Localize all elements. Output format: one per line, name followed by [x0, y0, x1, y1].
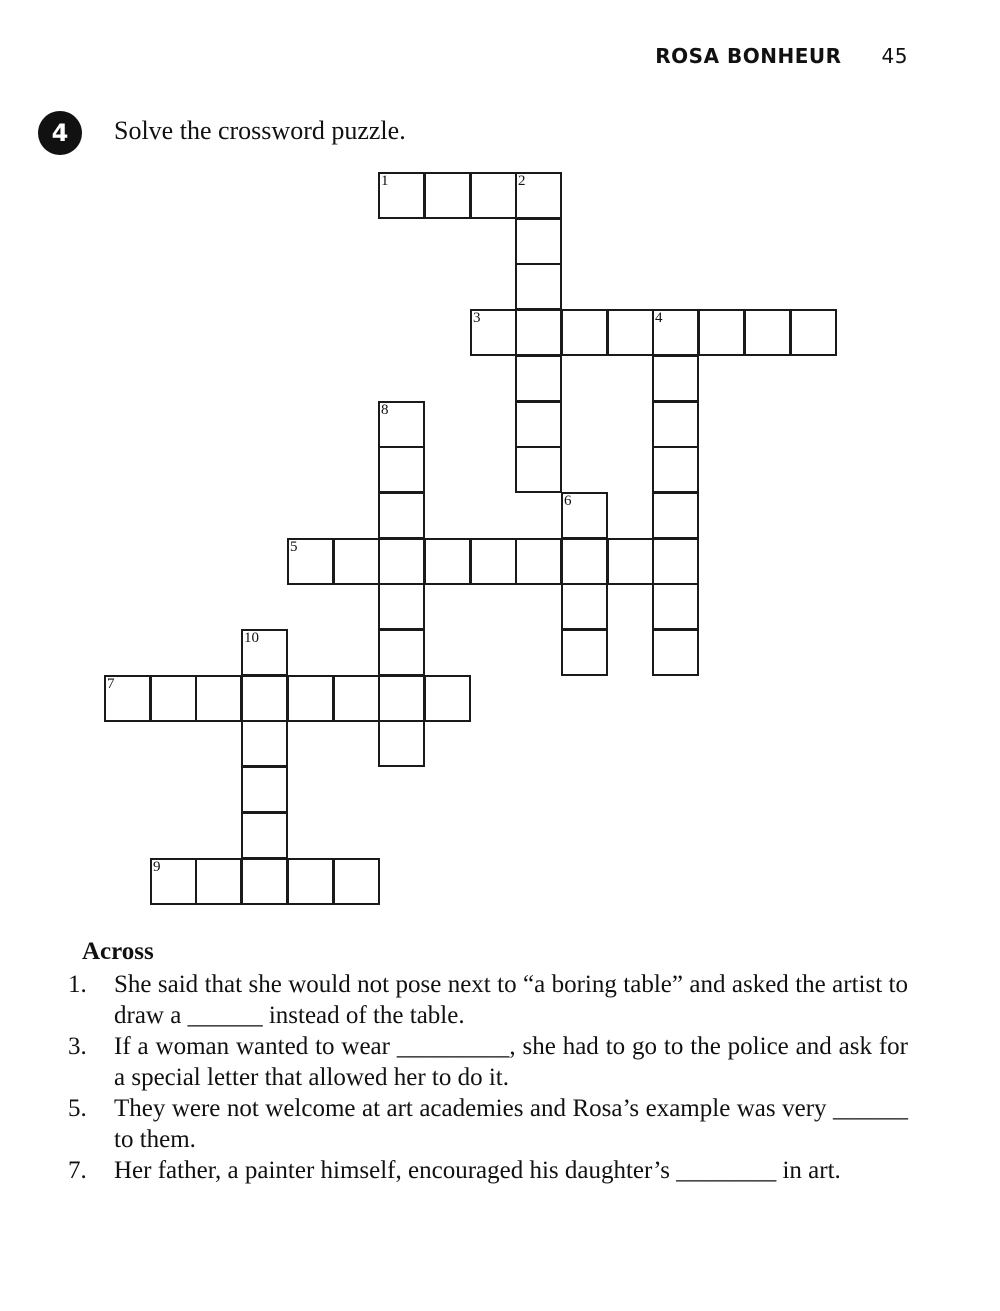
clue-number-label: 8: [381, 402, 389, 418]
clue-number-label: 1: [381, 173, 389, 189]
crossword-cell[interactable]: [333, 675, 380, 722]
across-heading: Across: [82, 938, 154, 965]
crossword-cell[interactable]: [515, 401, 562, 448]
crossword-cell[interactable]: [378, 538, 425, 585]
clue-text: They were not welcome at art academies and Rosa’s example was very ______ to them.: [114, 1095, 908, 1153]
crossword-cell[interactable]: [287, 858, 334, 905]
clue-number: 1.: [68, 971, 87, 998]
crossword-cell[interactable]: [241, 675, 288, 722]
crossword-cell[interactable]: [652, 492, 699, 539]
clue-number-label: 10: [244, 630, 259, 646]
exercise-instruction: Solve the crossword puzzle.: [114, 116, 406, 145]
crossword-cell[interactable]: [652, 401, 699, 448]
crossword-cell[interactable]: [790, 309, 837, 356]
crossword-cell[interactable]: [652, 446, 699, 493]
crossword-cell[interactable]: [470, 172, 517, 219]
crossword-cell[interactable]: [241, 858, 288, 905]
crossword-cell[interactable]: [652, 309, 699, 356]
crossword-cell[interactable]: [150, 858, 197, 905]
crossword-cell[interactable]: [561, 492, 608, 539]
clue-text: Her father, a painter himself, encouraged his daughter’s ________ in art.: [114, 1157, 841, 1184]
crossword-cell[interactable]: [515, 309, 562, 356]
crossword-cell[interactable]: [744, 309, 791, 356]
crossword-cell[interactable]: [241, 812, 288, 859]
clue-number-label: 2: [518, 173, 526, 189]
clue-item: [68, 1155, 908, 1186]
crossword-cell[interactable]: [287, 538, 334, 585]
crossword-cell[interactable]: [652, 629, 699, 676]
exercise-number-badge: 4: [38, 111, 82, 155]
clue-number: 7.: [68, 1157, 87, 1184]
clue-item: [68, 1031, 908, 1093]
crossword-cell[interactable]: [515, 446, 562, 493]
crossword-cell[interactable]: [378, 172, 425, 219]
crossword-cell[interactable]: [378, 583, 425, 630]
crossword-cell[interactable]: [515, 172, 562, 219]
crossword-cell[interactable]: [424, 675, 471, 722]
crossword-cell[interactable]: [104, 675, 151, 722]
crossword-cell[interactable]: [378, 720, 425, 767]
crossword-cell[interactable]: [241, 720, 288, 767]
crossword-cell[interactable]: [241, 629, 288, 676]
crossword-cell[interactable]: [333, 538, 380, 585]
crossword-cell[interactable]: [561, 309, 608, 356]
crossword-cell[interactable]: [378, 401, 425, 448]
clue-item: [68, 1093, 908, 1155]
crossword-cell[interactable]: [515, 538, 562, 585]
crossword-cell[interactable]: [287, 675, 334, 722]
crossword-cell[interactable]: [150, 675, 197, 722]
crossword-cell[interactable]: [195, 858, 242, 905]
crossword-cell[interactable]: [561, 629, 608, 676]
crossword-cell[interactable]: [515, 355, 562, 402]
clue-item: [68, 969, 908, 1031]
clue-number: 5.: [68, 1095, 87, 1122]
crossword-cell[interactable]: [470, 538, 517, 585]
running-title: ROSA BONHEUR: [655, 44, 842, 68]
crossword-cell[interactable]: [195, 675, 242, 722]
clue-number: 3.: [68, 1033, 87, 1060]
crossword-cell[interactable]: [652, 355, 699, 402]
crossword-cell[interactable]: [333, 858, 380, 905]
crossword-cell[interactable]: [561, 538, 608, 585]
clue-number-label: 3: [473, 310, 481, 326]
crossword-cell[interactable]: [515, 218, 562, 265]
crossword-cell[interactable]: [607, 538, 654, 585]
clues-section: [68, 936, 908, 1186]
crossword-cell[interactable]: [424, 538, 471, 585]
clue-number-label: 5: [290, 539, 298, 555]
crossword-cell[interactable]: [515, 263, 562, 310]
crossword-cell[interactable]: [607, 309, 654, 356]
crossword-cell[interactable]: [241, 766, 288, 813]
crossword-cell[interactable]: [378, 446, 425, 493]
clue-text: She said that she would not pose next to “a boring table” and asked the artist to draw a ______ instead of the table.: [114, 971, 908, 1029]
crossword-cell[interactable]: [378, 629, 425, 676]
crossword-cell[interactable]: [378, 675, 425, 722]
clue-number-label: 4: [655, 310, 663, 326]
crossword-cell[interactable]: [652, 583, 699, 630]
clue-number-label: 7: [107, 676, 115, 692]
crossword-cell[interactable]: [561, 583, 608, 630]
crossword-cell[interactable]: [652, 538, 699, 585]
crossword-cell[interactable]: [378, 492, 425, 539]
clue-number-label: 6: [564, 493, 572, 509]
crossword-cell[interactable]: [470, 309, 517, 356]
clue-number-label: 9: [153, 859, 161, 875]
crossword-cell[interactable]: [424, 172, 471, 219]
crossword-cell[interactable]: [698, 309, 745, 356]
clue-text: If a woman wanted to wear _________, she had to go to the police and ask for a special letter that allowed her to do it.: [114, 1033, 908, 1091]
page-number: 45: [881, 44, 908, 68]
